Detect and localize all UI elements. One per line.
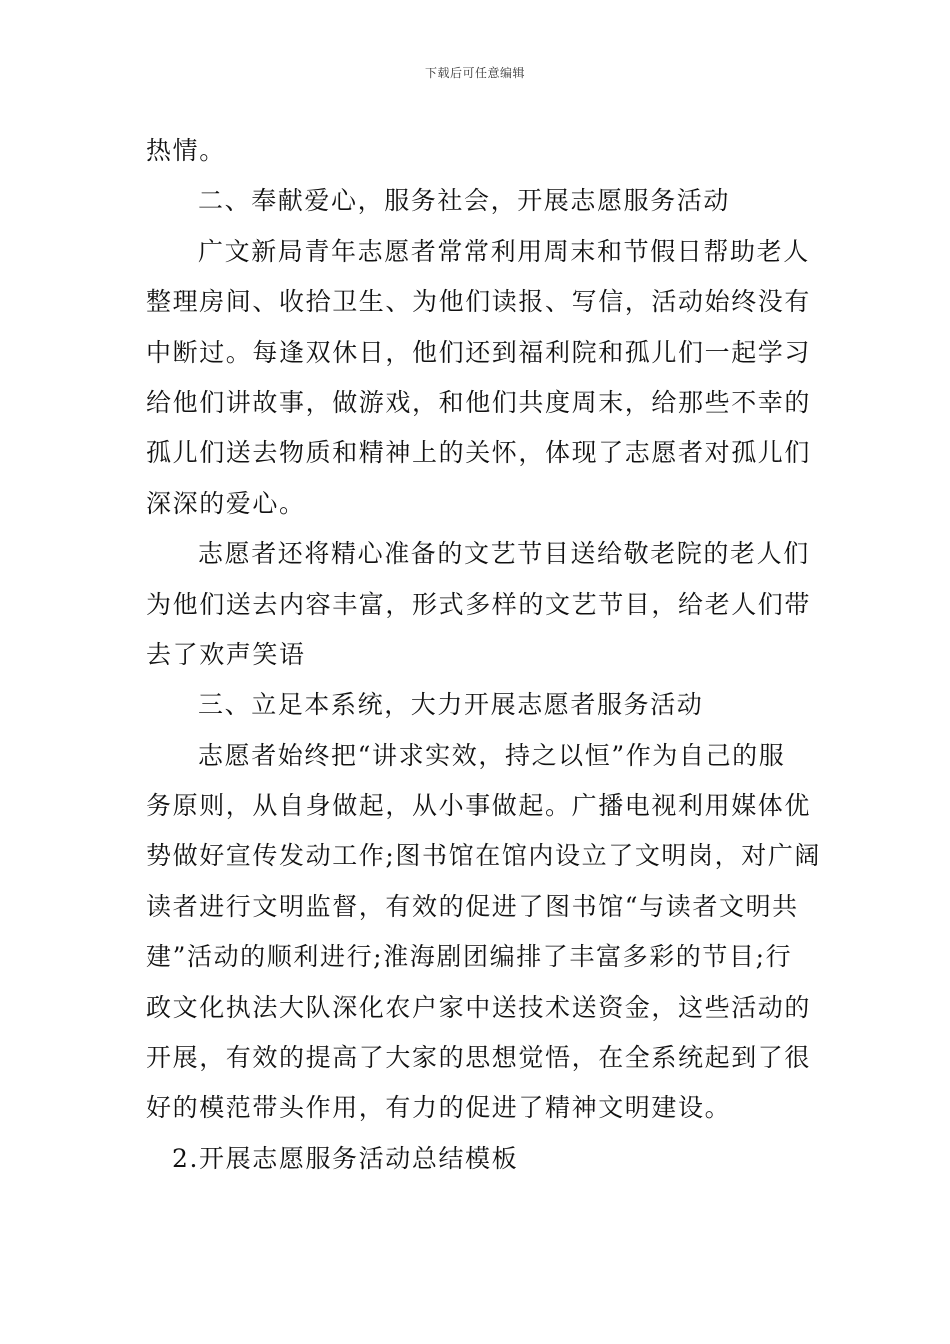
section-heading-3: 三、立足本系统，大力开展志愿者服务活动 bbox=[198, 690, 704, 720]
text-line: 政文化执法大队深化农户家中送技术送资金，这些活动的 bbox=[146, 992, 812, 1022]
text-line: 孤儿们送去物质和精神上的关怀，体现了志愿者对孤儿们 bbox=[146, 438, 812, 468]
text-line: 中断过。每逢双休日，他们还到福利院和孤儿们一起学习 bbox=[146, 337, 812, 367]
text-line: 给他们讲故事，做游戏，和他们共度周末，给那些不幸的 bbox=[146, 387, 812, 417]
text-line: 志愿者还将精心准备的文艺节目送给敬老院的老人们 bbox=[198, 539, 810, 569]
section-heading-2: 二、奉献爱心，服务社会，开展志愿服务活动 bbox=[198, 186, 731, 216]
text-line: 开展，有效的提高了大家的思想觉悟，在全系统起到了很 bbox=[146, 1043, 812, 1073]
text-line: 为他们送去内容丰富，形式多样的文艺节目，给老人们带 bbox=[146, 589, 812, 619]
text-line: 深深的爱心。 bbox=[146, 488, 306, 518]
text-line: 去了欢声笑语 bbox=[146, 639, 306, 669]
text-line: 志愿者始终把“讲求实效，持之以恒”作为自己的服 bbox=[198, 740, 786, 770]
text-line: 建”活动的顺利进行;淮海剧团编排了丰富多彩的节目;行 bbox=[146, 942, 793, 972]
text-line: 务原则，从自身做起，从小事做起。广播电视利用媒体优 bbox=[146, 791, 812, 821]
text-line: 读者进行文明监督，有效的促进了图书馆“与读者文明共 bbox=[146, 891, 799, 921]
document-body bbox=[146, 126, 822, 1184]
page-header: 下载后可任意编辑 bbox=[424, 66, 525, 80]
text-line: 整理房间、收拾卫生、为他们读报、写信，活动始终没有 bbox=[146, 287, 812, 317]
text-line: 热情。 bbox=[146, 136, 226, 165]
text-line: 势做好宣传发动工作;图书馆在馆内设立了文明岗，对广阔 bbox=[146, 841, 822, 871]
text-line: 好的模范带头作用，有力的促进了精神文明建设。 bbox=[146, 1093, 732, 1123]
text-line: 广文新局青年志愿者常常利用周末和节假日帮助老人 bbox=[198, 236, 810, 266]
document-title: 2.开展志愿服务活动总结模板 bbox=[172, 1143, 519, 1173]
